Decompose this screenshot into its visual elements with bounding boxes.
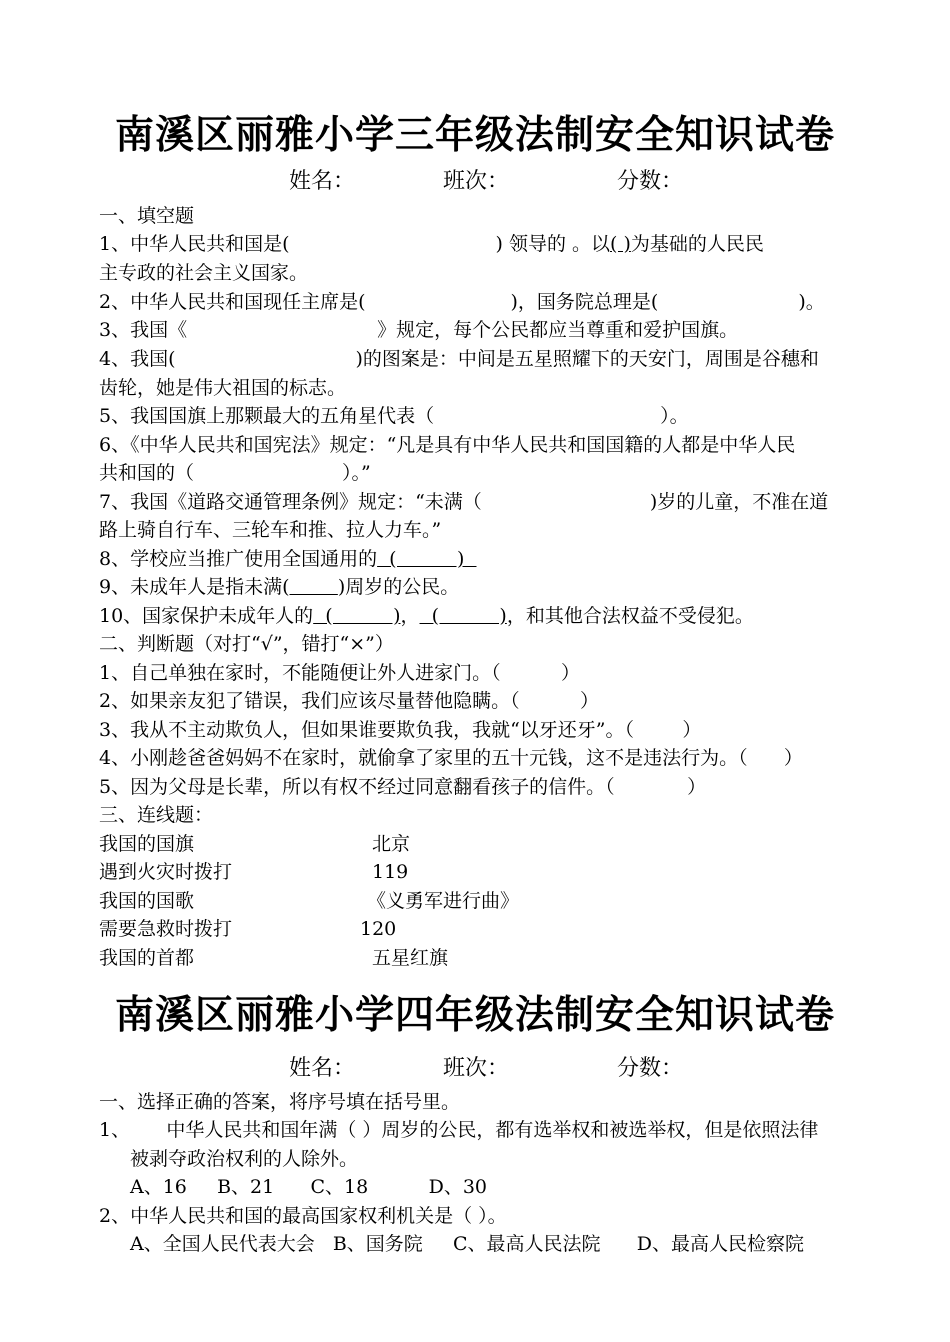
choice-question-2: 2、中华人民共和国的最高国家权利机关是（ ）。 [99,1205,507,1227]
section-choice-heading: 一、选择正确的答案，将序号填在括号里。 [99,1091,461,1113]
match-right-item: 119 [372,861,409,883]
match-right-item: 《义勇军进行曲》 [367,890,520,912]
judge-item: 4、小刚趁爸爸妈妈不在家时，就偷拿了家里的五十元钱，这不是违法行为。（ ） [99,747,803,769]
paper1-name-label: 姓名： [289,169,356,194]
question-1-line-1 [99,231,764,257]
q6-text-b: 共和国的（ [99,462,195,484]
q2-text-c: )。 [798,291,825,313]
match-left-item: 我国的首都 [99,947,195,969]
paper2-title: 南溪区丽雅小学四年级法制安全知识试卷 [114,993,835,1038]
match-right-item: 120 [360,918,397,940]
q4-text-b: )的图案是：中间是五星照耀下的天安门，周围是谷穗和 [355,348,819,370]
match-left-item: 遇到火灾时拨打 [99,861,233,883]
question-7-line-2: 路上骑自行车、三轮车和推、拉人力车。” [99,519,442,541]
question-10 [99,603,754,629]
match-left-item: 需要急救时拨打 [99,918,233,940]
section-fill-blank-heading: 一、填空题 [99,205,195,227]
q2-text-a: 2、中华人民共和国现任主席是( [99,291,366,313]
q10-text-a: 10、国家保护未成年人的 [99,605,314,627]
q10-blank-2: ( ) [419,605,507,627]
judge-item: 3、我从不主动欺负人，但如果谁要欺负我，我就“以牙还牙”。（ ） [99,719,702,741]
question-8 [99,546,476,572]
q1-text-b: ) 领导的 。以 [495,233,611,255]
question-3 [99,317,738,343]
q1-blank: ( ) [610,233,631,255]
question-6-line-1: 6、《中华人民共和国宪法》规定：“凡是具有中华人民共和国国籍的人都是中华人民 [99,434,796,456]
choice-question-2-options: A、全国人民代表大会 B、国务院 C、最高人民法院 D、最高人民检察院 [130,1233,805,1255]
section-match-heading: 三、连线题： [99,804,214,826]
q3-text-b: 》规定，每个公民都应当尊重和爱护国旗。 [377,319,739,341]
q3-text-a: 3、我国《 [99,319,188,341]
match-right-item: 五星红旗 [372,947,449,969]
match-left-item: 我国的国歌 [99,890,195,912]
match-right-item: 北京 [372,833,411,855]
paper1-class-label: 班次： [443,169,510,194]
question-4-line-2: 齿轮，她是伟大祖国的标志。 [99,377,347,399]
q9-text-c: )周岁的公民。 [337,576,460,598]
q10-blank-1: ( ) [313,605,401,627]
paper2-name-label: 姓名： [289,1056,356,1081]
q10-text-e: ，和其他合法权益不受侵犯。 [506,605,754,627]
choice-question-1-line-2: 被剥夺政治权利的人除外。 [130,1148,359,1170]
paper2-score-label: 分数： [617,1056,684,1081]
paper1-title: 南溪区丽雅小学三年级法制安全知识试卷 [114,113,835,158]
choice-question-1-line-1: 1、 中华人民共和国年满（ ）周岁的公民，都有选举权和被选举权，但是依照法律 [99,1119,819,1141]
question-7-line-1 [99,489,828,515]
q9-blank [290,576,338,598]
q7-text-a: 7、我国《道路交通管理条例》规定：“未满（ [99,491,482,513]
judge-item: 2、如果亲友犯了错误，我们应该尽量替他隐瞒。（ ） [99,690,599,712]
q10-text-c: ， [400,605,420,627]
question-1-line-2: 主专政的社会主义国家。 [99,262,309,284]
q6-text-c: ）。” [342,462,371,484]
q5-text-a: 5、我国国旗上那颗最大的五角星代表（ [99,405,435,427]
q9-text-a: 9、未成年人是指未满( [99,576,290,598]
question-5 [99,403,689,429]
q7-text-b: )岁的儿童，不准在道 [649,491,829,513]
judge-item: 5、因为父母是长辈，所以有权不经过同意翻看孩子的信件。（ ） [99,776,707,798]
q4-text-a: 4、我国( [99,348,176,370]
judge-item: 1、自己单独在家时，不能随便让外人进家门。（ ） [99,662,580,684]
question-4-line-1 [99,346,819,372]
paper2-class-label: 班次： [443,1056,510,1081]
paper1-score-label: 分数： [617,169,684,194]
q2-text-b: )，国务院总理是( [510,291,659,313]
q1-text-a: 1、中华人民共和国是( [99,233,290,255]
choice-question-1-options: A、16 B、21 C、18 D、30 [130,1176,487,1198]
q8-text-a: 8、学校应当推广使用全国通用的 [99,548,378,570]
q8-blank: ( ) [377,548,477,570]
q1-text-d: 为基础的人民民 [630,233,764,255]
question-6-line-2 [99,460,371,486]
q5-text-b: ）。 [660,405,689,427]
match-left-item: 我国的国旗 [99,833,195,855]
section-judge-heading: 二、判断题（对打“√”，错打“×”） [99,633,394,655]
question-9 [99,574,459,600]
question-2 [99,289,825,315]
